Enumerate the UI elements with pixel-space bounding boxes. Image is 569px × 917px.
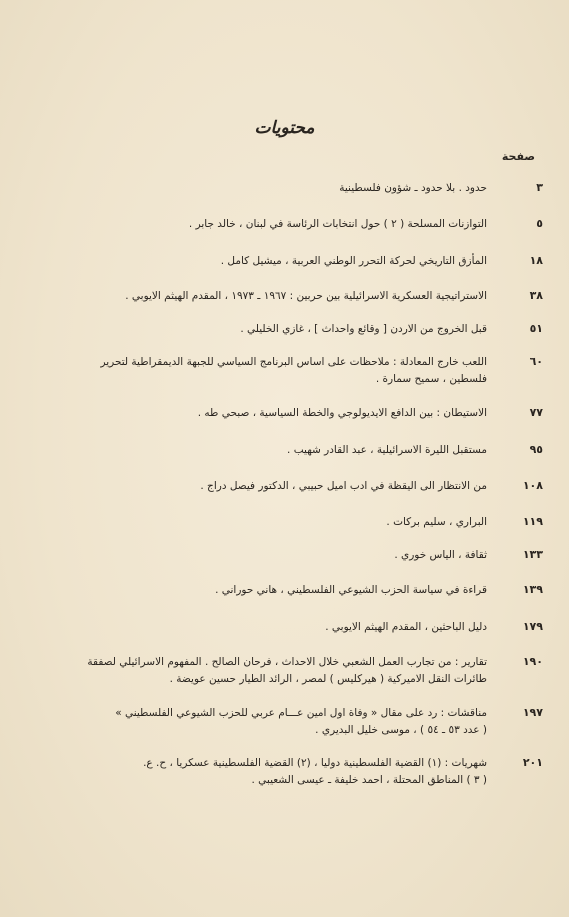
page-number: ٣ xyxy=(536,181,543,194)
toc-entry xyxy=(40,582,543,599)
toc-entry xyxy=(40,442,543,459)
entry-text xyxy=(40,514,495,531)
entry-line: البراري ، سليم بركات . xyxy=(386,516,487,528)
entry-text xyxy=(40,405,495,422)
toc-entry xyxy=(40,547,543,564)
entry-line: فلسطين ، سميح سمارة . xyxy=(375,373,487,385)
toc-entry xyxy=(40,354,543,388)
page-number: ٢٠١ xyxy=(522,756,543,769)
toc-entry xyxy=(40,253,543,270)
entry-text xyxy=(40,755,495,789)
page-number: ٥ xyxy=(536,217,543,230)
toc-entry xyxy=(40,405,543,422)
entry-text xyxy=(40,354,495,388)
page-number: ٥١ xyxy=(529,322,543,335)
toc-entry xyxy=(40,619,543,636)
entry-line: قبل الخروج من الاردن [ وقائع واحداث ] ، غازي الخليلي . xyxy=(240,323,487,335)
toc-entry xyxy=(40,514,543,531)
entry-line: الاستراتيجية العسكرية الاسرائيلية بين حربين : ١٩٦٧ ـ ١٩٧٣ ، المقدم الهيثم الايوبي . xyxy=(125,290,487,302)
page-number: ٦٠ xyxy=(529,355,543,368)
entry-line: اللعب خارج المعادلة : ملاحظات على اساس البرنامج السياسي للجبهة الديمقراطية لتحرير xyxy=(100,356,487,368)
entry-text xyxy=(40,654,495,688)
toc-entry xyxy=(40,216,543,233)
entry-line: دليل الباحثين ، المقدم الهيثم الايوبي . xyxy=(325,621,487,633)
page-number: ٧٧ xyxy=(529,406,543,419)
entry-text xyxy=(40,478,495,495)
toc-entry xyxy=(40,654,543,688)
entry-text xyxy=(40,582,495,599)
entry-line: مستقبل الليرة الاسرائيلية ، عبد القادر شهيب . xyxy=(287,444,487,456)
page-number: ١٩٧ xyxy=(522,706,543,719)
toc-entry xyxy=(40,321,543,338)
entry-text xyxy=(40,705,495,739)
toc-entry xyxy=(40,288,543,305)
toc-entry xyxy=(40,755,543,789)
entry-line: التوازنات المسلحة ( ٢ ) حول انتخابات الرئاسة في لبنان ، خالد جابر . xyxy=(188,218,487,230)
toc-entry xyxy=(40,705,543,739)
entry-line: ثقافة ، الياس خوري . xyxy=(394,549,487,561)
entry-line: المأزق التاريخي لحركة التحرر الوطني العربية ، ميشيل كامل . xyxy=(220,255,487,267)
entry-text xyxy=(40,547,495,564)
entry-line: ( ٣ ) المناطق المحتلة ، احمد خليفة ـ عيسى الشعيبي . xyxy=(251,774,487,786)
entry-line: الاستيطان : بين الدافع الايديولوجي والخطة السياسية ، صبحي طه . xyxy=(197,407,487,419)
entry-line: من الانتظار الى اليقظة في ادب اميل حبيبي ، الدكتور فيصل دراج . xyxy=(200,480,487,492)
page-number: ١٩٠ xyxy=(522,655,543,668)
entry-text xyxy=(40,253,495,270)
entry-text xyxy=(40,288,495,305)
entry-text xyxy=(40,180,495,197)
page-number: ٣٨ xyxy=(529,289,543,302)
entry-line: قراءة في سياسة الحزب الشيوعي الفلسطيني ، هاني حوراني . xyxy=(215,584,487,596)
toc-entry xyxy=(40,478,543,495)
page-number: ٩٥ xyxy=(529,443,543,456)
page-number: ١٨ xyxy=(529,254,543,267)
entry-text xyxy=(40,442,495,459)
page-number: ١٠٨ xyxy=(522,479,543,492)
entry-line: ( عدد ٥٣ ـ ٥٤ ) ، موسى خليل البديري . xyxy=(315,724,487,736)
page-title: محتويات xyxy=(254,118,315,138)
entry-line: مناقشات : رد على مقال « وفاة اول امين عـــام عربي للحزب الشيوعي الفلسطيني » xyxy=(115,707,487,719)
page-number: ١٣٣ xyxy=(522,548,543,561)
entry-text xyxy=(40,619,495,636)
page-number: ١٧٩ xyxy=(522,620,543,633)
page-number: ١٣٩ xyxy=(522,583,543,596)
entry-line: تقارير : من تجارب العمل الشعبي خلال الاحداث ، فرحان الصالح . المفهوم الاسرائيلي لصفقة xyxy=(87,656,487,668)
page-column-header: صفحة xyxy=(501,150,535,163)
page-number: ١١٩ xyxy=(522,515,543,528)
entry-line: طائرات النقل الاميركية ( هيركليس ) لمصر ، الرائد الطيار حسين عويضة . xyxy=(169,673,487,685)
entry-text xyxy=(40,321,495,338)
entry-line: حدود . بلا حدود ـ شؤون فلسطينية xyxy=(339,182,487,194)
toc-entry xyxy=(40,180,543,197)
entry-text xyxy=(40,216,495,233)
entry-line: شهريات : (١) القضية الفلسطينية دوليا ، (٢) القضية الفلسطينية عسكريا ، ح. ع. xyxy=(143,757,487,769)
